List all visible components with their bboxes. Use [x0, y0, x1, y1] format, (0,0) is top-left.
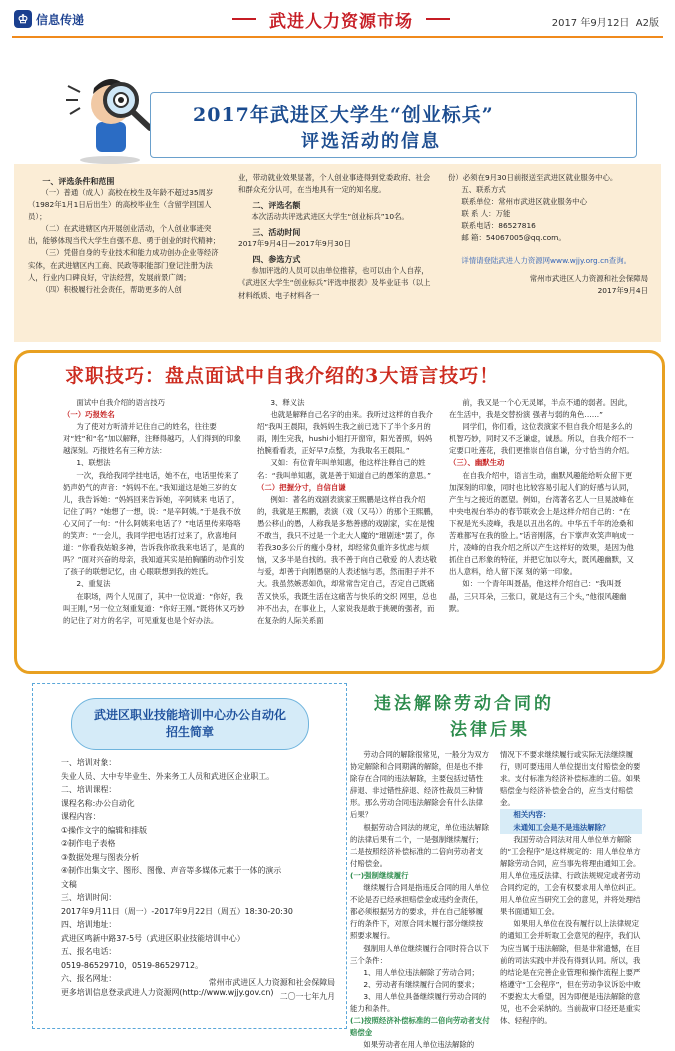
paragraph: 1、用人单位违法解除了劳动合同； [363, 967, 479, 977]
dateline [552, 14, 659, 29]
s2-column-2 [257, 397, 439, 627]
s3-training-notice [32, 683, 347, 1029]
paragraph: 例如：著名的戏剧表演家王熙鹏是这样自我介绍的，我就是王熙鹏，表演（戏（又马））的那个王熙鹏，愚公移山的愚，人称我是多愁善感的戏剧家，实在是愧不敢当，我只不过是一个北大人魔的“璀剧迷”罢了，你若我30多公斤的瘦小身材，却经常负重许多忧虑与烦恼，又多半是自找的。我不善于向自己敬爱 的人表达敬与爱，却善于向刚愚驱的人表述恼与恶，然而胆子并不大。我虽然嫉恶如仇，却常常告定自己，否定自己既痛苦又快乐，我既生活在这痛苦与快乐的交织 网里，总也冲不出去，在事业上，人家说我是敢于挑硬的强者，而在复杂的人际关系面 [257, 494, 439, 625]
s1-column-1 [28, 172, 226, 296]
paragraph: （四）积极履行社会责任，帮助更多的人创 [41, 284, 182, 294]
s3-line: 失业人员、大中专毕业生、外来务工人员和武进区企业职工。 [61, 771, 275, 781]
s3-title-line1: 武进区职业技能培训中心办公自动化 [93, 708, 286, 722]
s3-line: 六、报名网址： [61, 974, 117, 983]
paragraph: 根据劳动合同法的规定，单位违法解除的法律后果有二个，一是强制继续履行；二是按照经济补偿标准的二倍向劳动者支付赔偿金。 [350, 822, 489, 868]
s4-labor-law-article [350, 683, 643, 1050]
paragraph: 一次，我给我同学挂电话，她不在，电话里传来了奶声奶气的声音：“妈妈不在。”我知道这是她三岁的女儿，我告诉她：“妈妈回来告诉她，辛阿姨来 电话了，记住了吗？”她想了一想，说：“是辛阿姨。”于是我不放心又问了一句：“什么阿姨来电话了？”电话里传来咯咯的笑声：“一会儿，我同学把电话打过来了，欣喜地问道：“你看我姑娘多神，告诉我你欲我来电话了，是真的吗？”面对兴奋的母亲，我知道其实是拍胸脯的动作引发了孩子的联想记忆，由 心眼联想到我的姓氏。 [63, 470, 245, 577]
s3-line: ①操作文字的编辑和排版 [61, 825, 147, 835]
paragraph: 业，带动就业效果显著，个人创业事迹得到党委政府、社会和群众充分认可，在当地具有一定的知名度。 [238, 173, 431, 195]
s2-column-3 [449, 397, 635, 615]
s3-line: ③数据处理与图表分析 [61, 852, 140, 862]
contact-link[interactable]: 详情请登陆武进人力资源网www.wjjy.org.cn查询。 [461, 255, 632, 265]
contact-phone: 联系电话：86527816 [461, 221, 536, 231]
s1-article-body [14, 164, 661, 342]
s3-line: ④制作出集文字、图形、图像、声音等多媒体元素于一体的演示 [61, 866, 282, 875]
s1-col3-intro: 份）必须在9月30日前报送至武进区就业服务中心。 [448, 173, 618, 182]
newspaper-logo [14, 8, 124, 30]
section-heading: 一、评选条件和范围 [42, 177, 115, 186]
paragraph: 如果用人单位在没有履行以上法律规定的通知工会并听取工会意见的程序，我们认为应当属于违法解除，但是非常遗憾，在目前的司法实践中并没有得到认同。所以，我的结论是在完善企业管理和操作流程上要严格遵守“工会程序”，但在劳动争议诉讼中败不要抱太大希望，因为即便是违法解除的意见，也不会采纳的。当前裁审口径还是重实体、轻程序的。 [500, 919, 641, 1026]
s1-column-3 [448, 172, 648, 297]
s1-column-2 [238, 172, 436, 302]
page-number: A2版 [635, 18, 659, 29]
s3-signature [133, 976, 335, 1003]
subsection-heading: （三）、幽默生动 [449, 458, 505, 468]
s3-line: 二、培训课程： [61, 785, 117, 794]
s3-title-banner [71, 698, 309, 750]
s1-sign-date: 2017年9月4日 [597, 285, 648, 295]
paragraph: 在职场，两个人见面了，其中一位说道：“你好，我叫王刚，”另一位立刻重复道：“你好王刚。”既将休又巧妙的记住了对方的名字，可见重复也是个好办法。 [63, 591, 245, 625]
section-heading: 二、评选名额 [252, 201, 301, 211]
paragraph: 2017年9月4日—2017年9月30日 [238, 239, 351, 249]
s3-title-line2: 招生简章 [165, 725, 214, 739]
contact-unit: 联系单位：常州市武进区就业服务中心 [461, 197, 587, 207]
contact-title: 五、联系方式 [461, 185, 506, 195]
paragraph: 情况下不要求继续履行或实际无法继续履行，则可要违用人单位提出支付赔偿金的要求。支付标准为经济补偿标准的二倍。如果赔偿金与经济补偿金合的，应当支付赔偿金。 [500, 750, 641, 808]
s3-line: 课程名称:办公自动化 [61, 798, 135, 808]
related-content-heading: 相关内容： [500, 809, 642, 821]
paragraph: 又如：有位青年叫单知惠，他这样注释自己的姓名：“我叫单知惠，就是善于知道自己的愚笨的意思。” [257, 458, 431, 480]
s3-sign-org: 常州市武进区人力资源和社会保障局 [208, 978, 335, 987]
subsection-heading: （二）把握分寸，自信自谦 [257, 482, 346, 492]
paragraph: （二）在武进辖区内开展创业活动，个人创业事迹突出，能够体现当代大学生自强不息、勇于创业的时代精神； [28, 224, 221, 246]
paragraph: 继续履行合同是指违反合同的用人单位不论是否已经承担赔偿金或违约金责任，都必须根据另方的要求，并在自己能够履行的条件下，对原合同未履行部分继续按照要求履行。 [350, 883, 489, 941]
paragraph: 本次活动共评选武进区大学生“创业标兵”10名。 [251, 212, 409, 222]
s1-title-line2: 评选活动的信息 [301, 131, 441, 152]
paragraph: 前，我又是一个心无灵犀，半点不通的弱者。因此，在生活中，我是交替扮演 强者与弱的角色……” [449, 398, 633, 420]
s2-interview-tips [14, 350, 665, 674]
s3-line: 五、报名电话： [61, 947, 117, 956]
paragraph: 1、联想法 [76, 458, 111, 468]
contact-email: 邮 箱：54067005@qq.com。 [461, 233, 566, 243]
s1-title-line1: 2017年武进区大学生“创业标兵” [193, 104, 494, 126]
paragraph: 如果劳动者在用人单位违法解除的 [363, 1040, 475, 1050]
paragraph: 在自我介绍中，语言生动，幽默风趣能给听众留下更加深刻的印象，同时也比较容易引起人们的好感与认同，产生与之接近的愿望。例如，台湾著名艺人一旦晃波峰在中央电视台举办的春节联欢会上是这样介绍自己的：“在下祝是光头凌峰，我是以丑出名的。中华五千年的沧桑和苦难都写在我的脸上。”话音刚落，台下掌声欢笑声响成一片，凌峰的自我介绍之所以产生这样好的效果，是因为他抓住自己形象的特征，并把它加以夸大，既风趣幽默，又出人意料，给人留下深 刻的第一印象。 [449, 470, 634, 577]
paragraph: 强制用人单位继续履行合同时符合以下三个条件： [350, 943, 489, 965]
subsection-heading: (一)强制继续履行 [350, 870, 409, 880]
section-heading: 四、参选方式 [252, 255, 301, 265]
s3-line: 0519-86529710，0519-86529712。 [61, 960, 203, 970]
s3-line: 2017年9月11日（周一）-2017年9月22日（周五）18:30-20:30 [61, 906, 293, 916]
paragraph: 3、释义法 [270, 398, 305, 407]
s4-column-2 [500, 749, 642, 1027]
paragraph: 参加评选的人员可以由单位推荐，也可以由个人自荐，《武进区大学生“创业标兵”评选申报表》及毕业证书（以上材料纸质、电子材料各一 [238, 266, 431, 300]
s3-sign-date: 二〇一七年九月 [279, 991, 335, 1001]
paragraph: 我国劳动合同法对用人单位单方解除的“工会程序”是这样规定的：用人单位单方解除劳动合同，应当事先将理由通知工会。用人单位违反法律、行政法规规定或者劳动合同约定的，工会有权要求用人单位纠正。用人单位应当研究工会的意见，并将处理结果书面通知工会。 [500, 834, 641, 917]
paragraph: （一）普通（成人）高校在校生及年龄不超过35周岁（1982年1月1日后出生）的高校毕业生（含留学回国人员）； [28, 188, 214, 222]
paragraph: 面试中自我介绍的语言技巧 [76, 398, 166, 407]
s1-title-banner [150, 92, 637, 158]
related-content-heading: 未通知工会是不是违法解除？ [500, 822, 642, 834]
magnifier-mascot-illustration [58, 56, 158, 164]
paragraph: 2、重复法 [76, 579, 111, 589]
s3-body [61, 756, 343, 999]
s3-line: 课程内容： [61, 812, 101, 821]
subsection-heading: (二)按照经济补偿标准的二倍向劳动者支付赔偿金 [350, 1016, 490, 1038]
s3-line: 更多培训信息登录武进人力资源网(http://www.wjjy.gov.cn) [61, 987, 274, 997]
s4-title-line1: 违法解除劳动合同的 [374, 694, 554, 714]
s2-title: 求职技巧：盘点面试中自我介绍的3大语言技巧！ [65, 365, 500, 387]
paragraph: （三）凭借自身的专业技术和能力成功创办企业等经济实体，在武进辖区内工商、民政等职能部门登记注册为法人，行业内口碑良好，守法经营，发展前景广阔； [28, 248, 219, 282]
s3-line: 武进区鸣新中路37-5号（武进区职业技能培训中心） [61, 933, 245, 943]
s3-line: 文稿 [61, 879, 77, 889]
logo-text: 信息传递 [36, 12, 85, 27]
issue-date: 2017 年9月12日 [551, 18, 630, 29]
s3-line: 一、培训对象： [61, 758, 117, 767]
s3-line: ②制作电子表格 [61, 839, 116, 848]
s2-column-1 [63, 397, 245, 627]
s1-sign-org: 常州市武进区人力资源和社会保障局 [529, 273, 648, 283]
contact-person: 联 系 人：万能 [461, 209, 511, 219]
paragraph: 2、劳动者有继续履行合同的要求； [363, 979, 479, 989]
subsection-heading: （一）巧报姓名 [63, 410, 115, 420]
s4-title-line2: 法律后果 [450, 720, 530, 740]
s3-line: 三、培训时间： [61, 893, 117, 902]
paragraph: 3、用人单位具备继续履行劳动合同的能力和条件。 [350, 991, 487, 1013]
paragraph: 同学们，你们看，这位表演家不但自我介绍是多么的机智巧妙，同时又不乏谦虚，诚恳。所以，自我介绍不一定要口吐莲花，我们更推崇自信自谦，分寸恰当的介绍。 [449, 422, 634, 456]
paragraph: 如：一个青年叫聂晶，他这样介绍自己：“我叫聂晶，三只耳朵，三张口，就是这有三个头，”他很风趣幽默。 [449, 579, 627, 613]
logo-icon: ♔ [14, 10, 32, 28]
s4-column-1 [350, 749, 490, 1051]
paragraph: 劳动合同的解除很常见，一般分为双方协定解除和合同期满的解除，但是也不排除存在合同的违法解除，主要包括过错性辞退、非过错性辞退、经济性裁员三种情形。那么劳动合同违法解除会有什么法律后果？ [350, 750, 489, 820]
paragraph: 也就是解释自己名字的由来。我听过这样的自我介绍“我叫王晨阳，我妈妈生我之前已选下了半个多月的雨，刚生完我，hushi小姐打开窗帘，阳光普照，妈妈抬腕看看表，正好早7点整，为我取名王晨阳。” [257, 410, 433, 456]
paragraph: 为了使对方听清并记住自己的姓名，往往要对“姓”和“名”加以解释，注释得越巧，人们得到的印象越深刻。巧报姓名有三种方法： [63, 422, 241, 456]
s3-line: 四、培训地址： [61, 920, 117, 929]
section-heading: 三、活动时间 [252, 228, 301, 238]
header-divider [12, 36, 663, 38]
masthead-title: 武进人力资源市场 [236, 6, 446, 32]
